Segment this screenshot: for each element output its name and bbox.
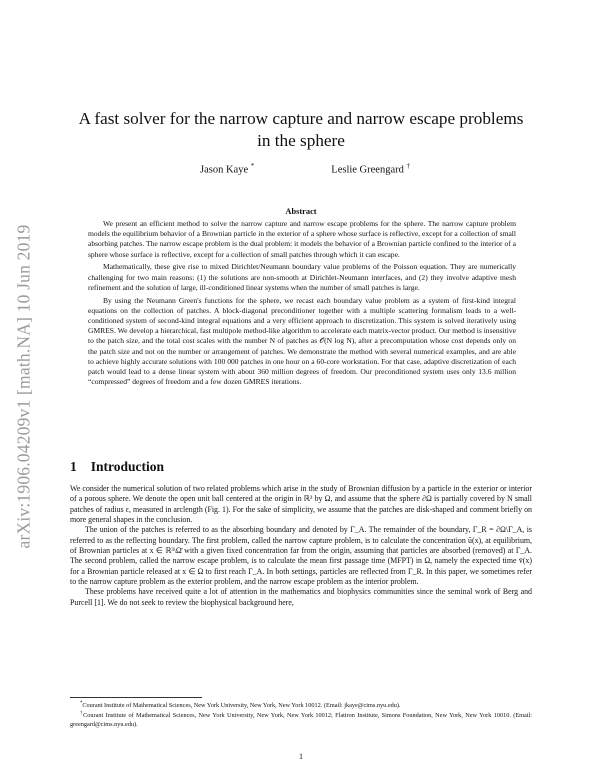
abstract-heading: Abstract [285,207,317,216]
page-number: 1 [299,752,303,761]
footnote-kaye: *Courant Institute of Mathematical Sciences, New York University, New York, New York 10012. (Email: jkaye@cims.nyu.edu). [80,701,401,710]
author-kaye: Jason Kaye * [200,162,255,176]
abstract-paragraph: Mathematically, these give rise to mixed Dirichlet/Neumann boundary value problems of the Poisson equation. They are numerically challenging for two main reasons: (1) the solutions are non-smooth at Dirichlet-Neumann interfaces, and (2) they involve adaptive mesh refinement and the solution of large, ill-conditioned linear systems when the number of small patches is large. [88,262,516,292]
footnote-greengard: †Courant Institute of Mathematical Sciences, New York University, New York, New York 10012; Flatiron Institute, Simons Foundation, New York, New York 10010. (Email: greengard@cims.nyu.edu). [70,711,532,728]
author-list [200,162,410,176]
introduction-body [70,484,532,608]
body-paragraph: These problems have received quite a lot of attention in the mathematics and biophysics communities since the seminal work of Berg and Purcell [1]. We do not seek to review the biophysical background here, [70,587,532,607]
footnote-divider [70,697,202,698]
footnotes [70,700,532,729]
body-paragraph: The union of the patches is referred to as the absorbing boundary and denoted by Γ_A. The remainder of the boundary, Γ_R = ∂Ω\Γ_A, is referred to as the reflecting boundary. The first problem, called the narrow capture problem, is to calculate the concentration ū(x), at equilibrium, of Brownian particles at x ∈ ℝ³\Ω̄ with a given fixed concentration far from the origin, assuming that particles are absorbed (removed) at Γ_A. The second problem, called the narrow escape problem, is to calculate the mean first passage time (MFPT) in Ω, namely the expected time v̄(x) for a Brownian particle released at x ∈ Ω to first reach Γ_A. In both settings, particles are reflected from Γ_R. In this paper, we sometimes refer to the narrow capture problem as the exterior problem, and the narrow escape problem as the interior problem. [70,525,532,587]
body-paragraph: We consider the numerical solution of two related problems which arise in the study of Brownian diffusion by a particle in the exterior or interior of a porous sphere. We denote the open unit ball centered at the origin in ℝ³ by Ω, and assume that the sphere ∂Ω is partially covered by N small patches of radius ε, measured in arclength (Fig. 1). For the sake of simplicity, we assume that the patches are disk-shaped and comment briefly on more general shapes in the conclusion. [70,484,532,525]
section-number: 1 [70,459,77,474]
abstract-body [88,219,516,390]
arxiv-identifier-stamp: arXiv:1906.04209v1 [math.NA] 10 Jun 2019 [13,224,34,549]
abstract-paragraph: We present an efficient method to solve the narrow capture and narrow escape problems for the sphere. The narrow capture problem models the equilibrium behavior of a Brownian particle in the exterior of a sphere whose surface is reflective, except for a collection of small absorbing patches. The narrow escape problem is the dual problem: it models the behavior of a Brownian particle confined to the interior of a sphere whose surface is reflective, except for a collection of small patches through which it can escape. [88,219,516,259]
abstract-paragraph: By using the Neumann Green's functions for the sphere, we recast each boundary value problem as a system of first-kind integral equations on the collection of patches. A block-diagonal preconditioner together with a multiple scattering formalism leads to a well-conditioned system of second-kind integral equations and a very efficient approach to discretization. This system is solved iteratively using GMRES. We develop a hierarchical, fast multipole method-like algorithm to accelerate each matrix-vector product. Our method is insensitive to the patch size, and the total cost scales with the number N of patches as 𝒪(N log N), after a precomputation whose cost depends only on the patch size and not on the number or arrangement of patches. We demonstrate the method with several numerical examples, and are able to achieve highly accurate solutions with 100 000 patches in one hour on a 60-core workstation. For that case, adaptive discretization of each patch would lead to a dense linear system with about 360 million degrees of freedom. Our preconditioned system uses only 13.6 million “compressed” degrees of freedom and a few dozen GMRES iterations. [88,295,516,387]
paper-title: A fast solver for the narrow capture and narrow escape problems in the sphere [78,109,524,150]
section-title: Introduction [90,459,165,474]
author-greengard: Leslie Greengard † [331,162,410,176]
section-heading [70,459,164,475]
